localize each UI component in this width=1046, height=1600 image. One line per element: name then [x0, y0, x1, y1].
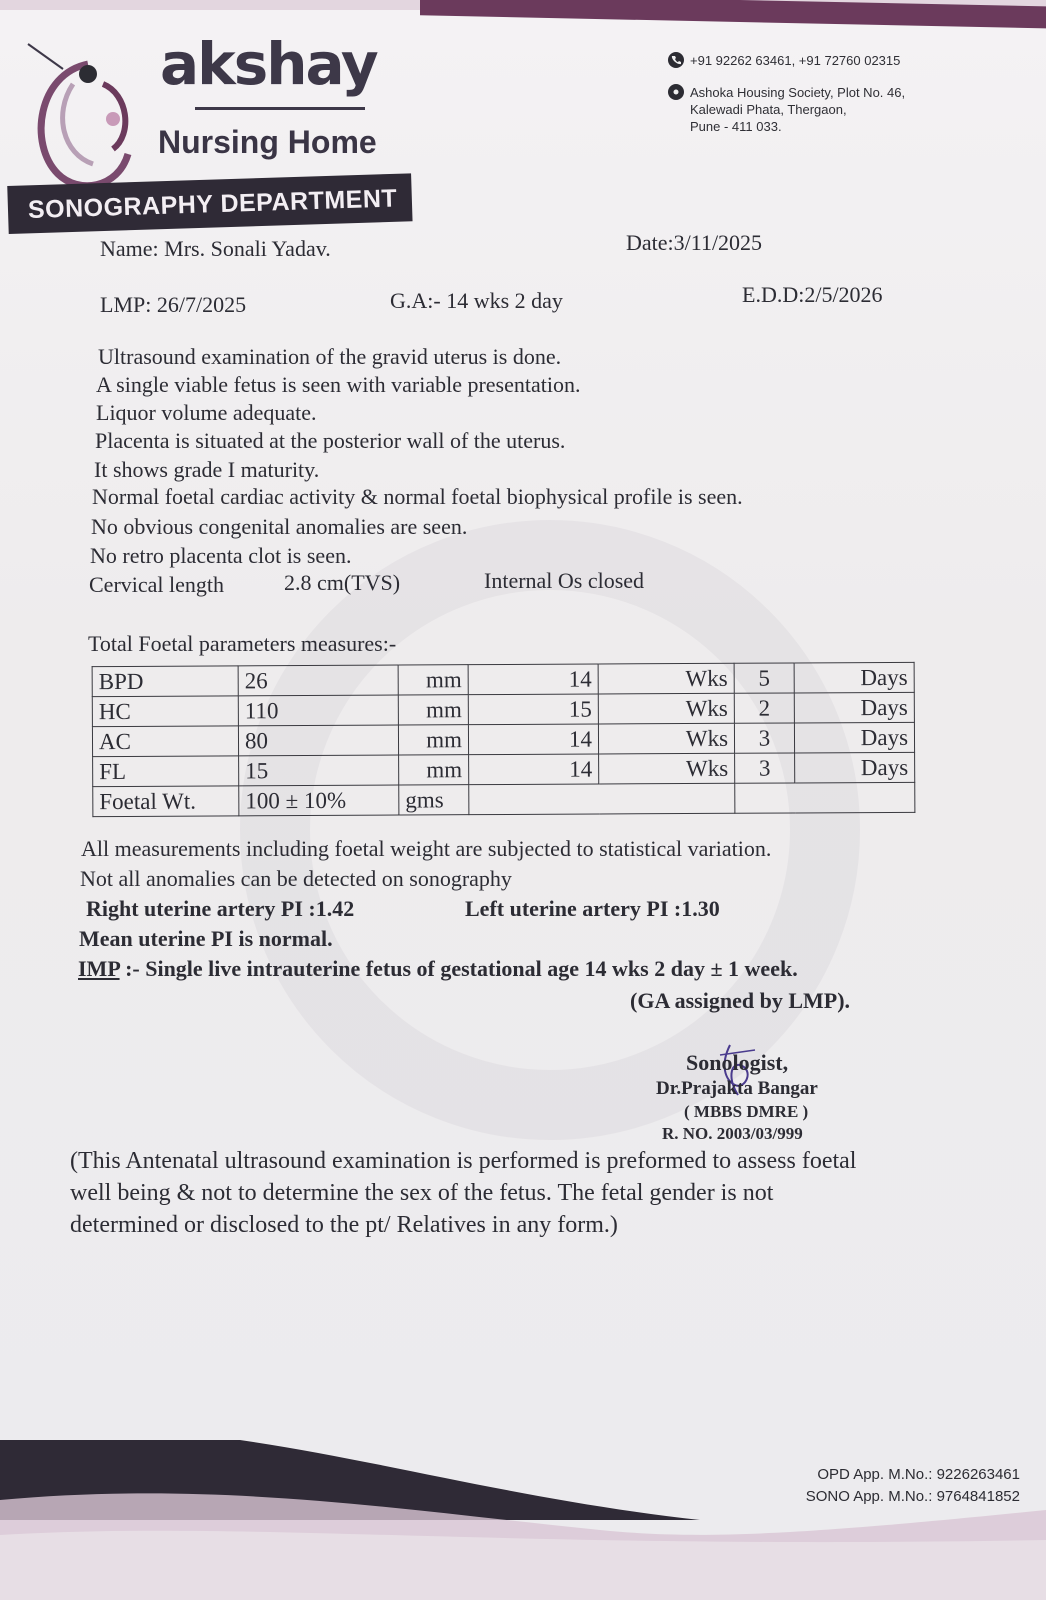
days-cell: 2 [734, 693, 794, 723]
finding-line: No retro placenta clot is seen. [90, 543, 352, 568]
disclaimer-line: (This Antenatal ultrasound examination is performed is preformed to assess foetal [70, 1148, 857, 1174]
unit-cell: mm [399, 755, 469, 785]
ga-assigned-note: (GA assigned by LMP). [630, 988, 851, 1013]
unit-cell: mm [398, 725, 468, 755]
doctor-name: Dr.Prajakta Bangar [656, 1078, 818, 1099]
days-label-cell: Days [794, 692, 914, 723]
unit-cell: gms [399, 785, 469, 815]
brand-name: akshay [160, 30, 377, 98]
finding-line: Liquor volume adequate. [96, 400, 317, 425]
left-uterine-pi: Left uterine artery PI :1.30 [465, 896, 720, 921]
impression-label: IMP [78, 956, 120, 981]
brand-subtitle: Nursing Home [158, 124, 377, 160]
signatory-title: Sonologist, [686, 1050, 789, 1075]
top-accent-band [420, 0, 1046, 29]
brand-underline [195, 107, 365, 110]
anomalies-note: Not all anomalies can be detected on sonography [80, 866, 512, 891]
param-cell: BPD [92, 666, 238, 697]
opd-appointment-number: OPD App. M.No.: 9226263461 [817, 1466, 1020, 1483]
weeks-cell: 15 [468, 694, 598, 725]
value-cell: 80 [238, 725, 398, 756]
cervical-length-value: 2.8 cm(TVS) [284, 570, 401, 595]
table-row [93, 752, 915, 786]
weeks-cell: 14 [468, 664, 598, 695]
mother-child-logo-icon [18, 24, 158, 204]
days-cell: 5 [734, 663, 794, 693]
address-line-1: Ashoka Housing Society, Plot No. 46, [690, 85, 906, 100]
foetal-parameters-table [92, 662, 916, 817]
param-cell: Foetal Wt. [93, 786, 239, 817]
expected-delivery-date: E.D.D:2/5/2026 [742, 282, 883, 307]
address-line-2: Kalewadi Phata, Thergaon, [690, 102, 847, 117]
lmp-date: LMP: 26/7/2025 [100, 292, 247, 317]
days-cell: 3 [734, 723, 794, 753]
location-pin-icon [668, 84, 684, 100]
value-cell: 110 [238, 695, 398, 726]
disclaimer-line: well being & not to determine the sex of the fetus. The fetal gender is not [70, 1180, 774, 1206]
statistical-variation-note: All measurements including foetal weight are subjected to statistical variation. [81, 836, 772, 861]
bottom-decor-band [0, 1440, 1046, 1600]
impression-text: :- Single live intrauterine fetus of gestational age 14 wks 2 day ± 1 week. [125, 956, 798, 981]
doctor-qualification: ( MBBS DMRE ) [684, 1102, 809, 1121]
finding-line: Ultrasound examination of the gravid uterus is done. [98, 344, 562, 369]
registration-number: R. NO. 2003/03/999 [662, 1124, 803, 1143]
param-cell: HC [92, 696, 238, 727]
impression-line [78, 956, 798, 982]
weeks-label-cell: Wks [599, 753, 735, 784]
table-row [93, 782, 915, 816]
exam-date: Date:3/11/2025 [626, 230, 763, 255]
address-contact [690, 84, 905, 135]
days-label-cell: Days [794, 662, 914, 693]
mean-uterine-pi: Mean uterine PI is normal. [79, 926, 333, 951]
patient-name: Name: Mrs. Sonali Yadav. [100, 236, 331, 261]
weeks-label-cell: Wks [598, 663, 734, 694]
value-cell: 26 [238, 665, 398, 696]
parameters-title: Total Foetal parameters measures:- [88, 631, 397, 656]
finding-line: Normal foetal cardiac activity & normal foetal biophysical profile is seen. [92, 484, 743, 509]
table-row [92, 662, 914, 696]
weeks-cell: 14 [468, 724, 598, 755]
value-cell: 100 ± 10% [239, 785, 399, 816]
weeks-label-cell: Wks [598, 693, 734, 724]
empty-cell [735, 782, 915, 813]
unit-cell: mm [398, 665, 468, 695]
sono-appointment-number: SONO App. M.No.: 9764841852 [805, 1488, 1020, 1505]
address-line-3: Pune - 411 033. [690, 119, 782, 134]
gestational-age: G.A:- 14 wks 2 day [390, 288, 563, 313]
days-label-cell: Days [795, 752, 915, 783]
internal-os-status: Internal Os closed [484, 568, 645, 593]
finding-line: A single viable fetus is seen with variable presentation. [96, 372, 581, 397]
department-label: SONOGRAPHY DEPARTMENT [27, 184, 398, 224]
param-cell: AC [92, 726, 238, 757]
table-row [92, 722, 914, 756]
phone-numbers: +91 92262 63461, +91 72760 02315 [690, 53, 901, 68]
unit-cell: mm [398, 695, 468, 725]
empty-cell [469, 783, 735, 814]
right-uterine-pi: Right uterine artery PI :1.42 [86, 896, 355, 921]
weeks-label-cell: Wks [598, 723, 734, 754]
param-cell: FL [93, 756, 239, 787]
weeks-cell: 14 [469, 754, 599, 785]
value-cell: 15 [239, 755, 399, 786]
days-label-cell: Days [794, 722, 914, 753]
finding-line: No obvious congenital anomalies are seen. [91, 514, 468, 539]
table-row [92, 692, 914, 726]
phone-contact [690, 52, 900, 69]
phone-icon [668, 52, 684, 68]
days-cell: 3 [735, 753, 795, 783]
finding-line: Placenta is situated at the posterior wall of the uterus. [95, 428, 566, 453]
finding-line: It shows grade I maturity. [94, 457, 320, 482]
disclaimer-line: determined or disclosed to the pt/ Relatives in any form.) [70, 1212, 618, 1238]
cervical-length-label: Cervical length [89, 572, 225, 597]
